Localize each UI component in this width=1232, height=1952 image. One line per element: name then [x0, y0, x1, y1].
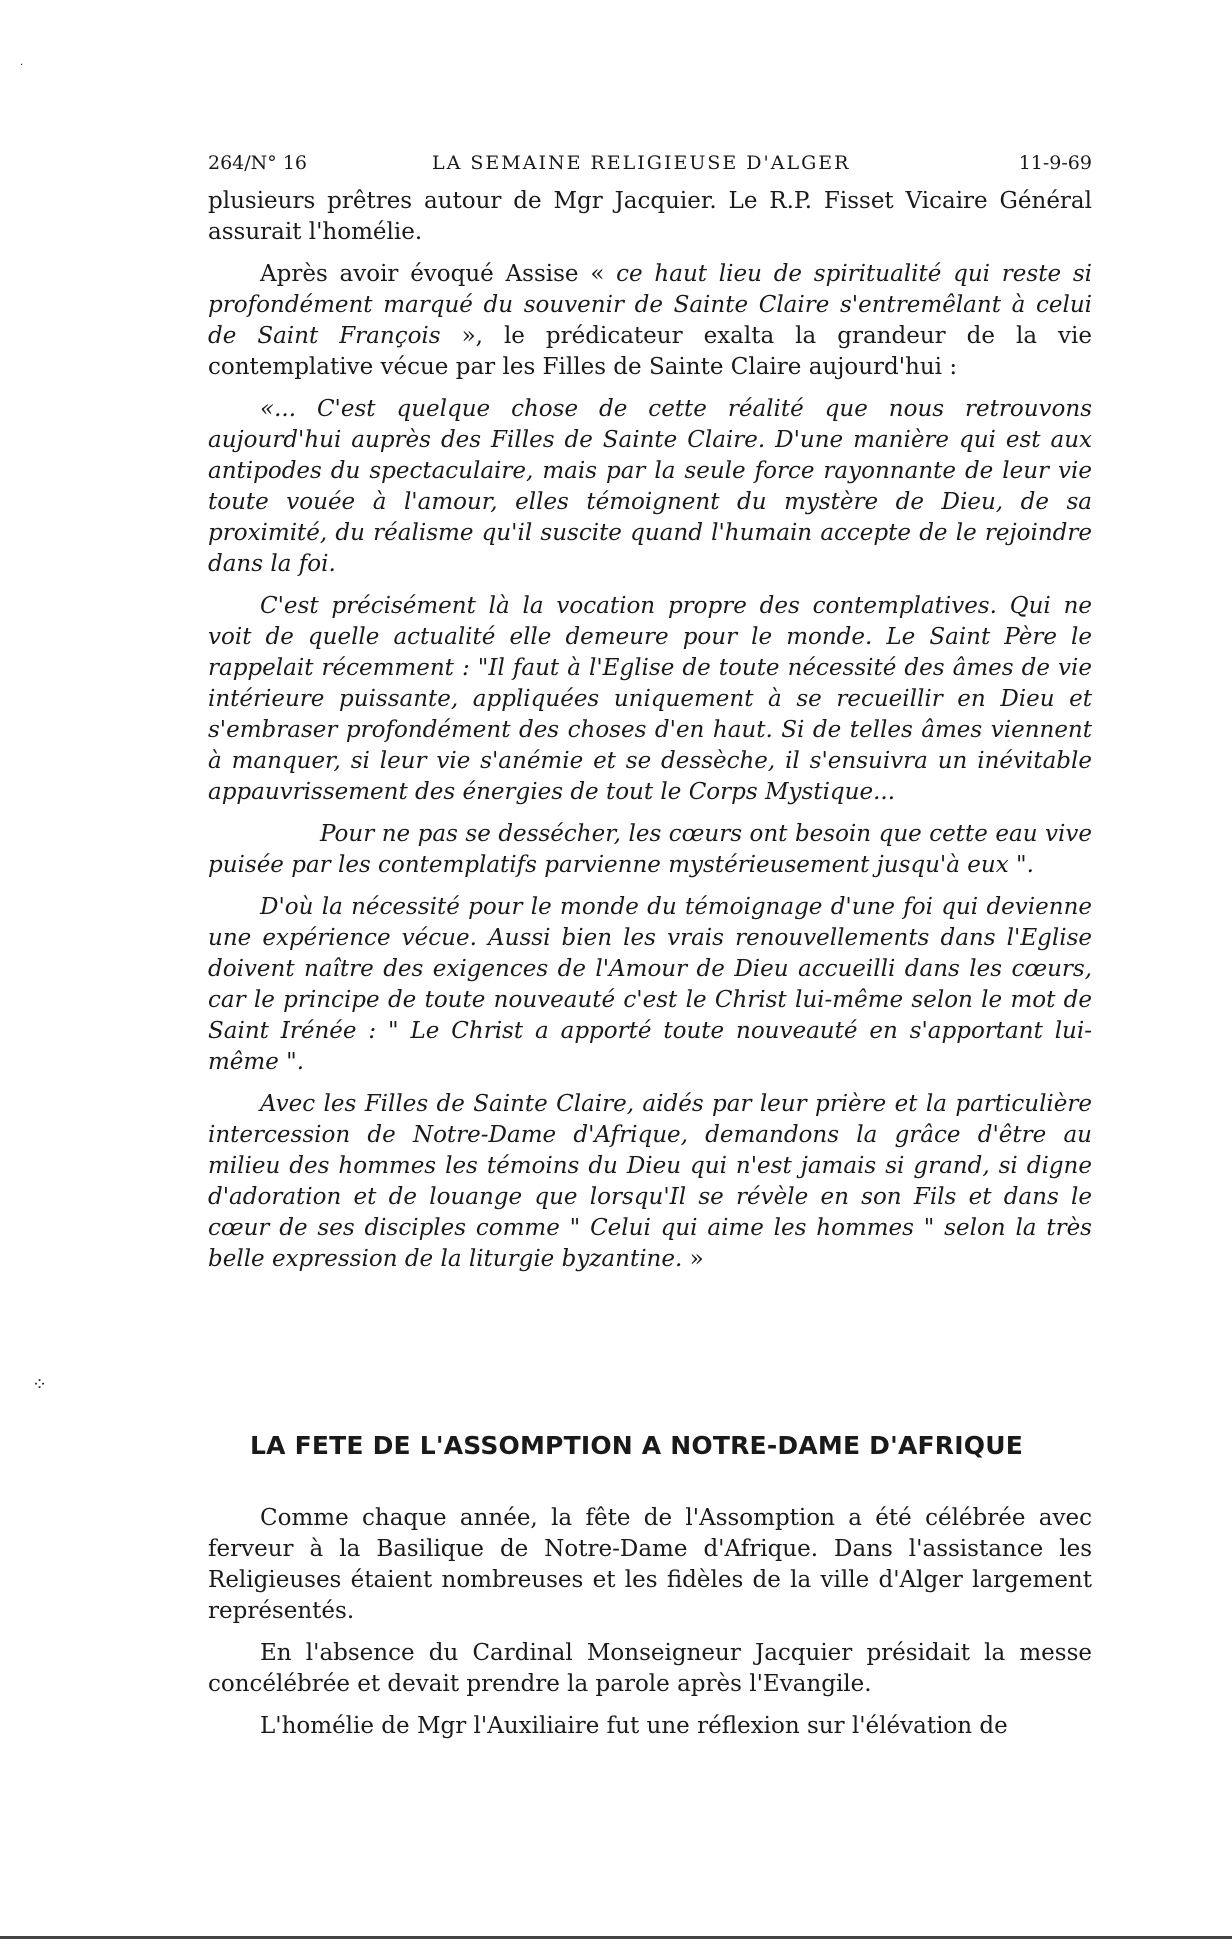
prayer-close: » [682, 1246, 704, 1272]
prayer-text: Avec les Filles de Sainte Claire, aidés par leur prière et la particulière intercession de Notre-Dame d'Afrique, demandons la grâce d'être au milieu des hommes les témoins du Dieu qui n'est jamais si grand, si digne d'adoration et de louange que lorsqu'Il se révèle en son Fils et dans le cœur de ses disciples comme " Celui qui aime les hommes " selon la très belle expression de la liturgie byzantine. [208, 1091, 1092, 1272]
journal-title: LA SEMAINE RELIGIEUSE D'ALGER [432, 152, 851, 174]
paragraph-homily: L'homélie de Mgr l'Auxiliaire fut une réflexion sur l'élévation de [260, 1713, 1008, 1739]
paragraph-quote-witness: D'où la nécessité pour le monde du témoignage d'une foi qui devienne une expérience vécue. Aussi bien les vrais renouvellements dans l'Eglise doivent naître des exigences de l'Amour de Dieu accueilli dans les cœurs, car le principe de toute nouveauté c'est le Christ lui-même selon le mot de Saint Irénée : " Le Christ a apporté toute nouveauté en s'apportant lui-même ". [208, 894, 1092, 1075]
article-assumption [208, 1503, 1092, 1753]
paragraph-quote-prayer [208, 1089, 1092, 1275]
assise-intro: Après avoir évoqué Assise « [260, 261, 617, 287]
assise-quote: ce haut lieu de spiritualité qui reste si profondément marqué du souvenir de Sainte Claire s'entremêlant à celui de Saint François [208, 261, 1093, 349]
issue-date: 11-9-69 [1018, 152, 1092, 174]
section-heading: LA FETE DE L'ASSOMPTION A NOTRE-DAME D'AFRIQUE [250, 1431, 1023, 1460]
page-bottom-edge [0, 1936, 1232, 1939]
article-homily [208, 186, 1092, 1286]
paragraph-quote-living-water: Pour ne pas se dessécher, les cœurs ont besoin que cette eau vive puisée par les contemplatifs parvienne mystérieusement jusqu'à eux ". [208, 821, 1092, 878]
paragraph-quote-reality: «... C'est quelque chose de cette réalité que nous retrouvons aujourd'hui auprès des Filles de Sainte Claire. D'une manière qui est aux antipodes du spectaculaire, mais par la seule force rayonnante de leur vie toute vouée à l'amour, elles témoignent du mystère de Dieu, de sa proximité, du réalisme qu'il suscite quand l'humain accepte de le rejoindre dans la foi. [208, 396, 1092, 577]
page-number: 264/N° 16 [208, 152, 308, 174]
page-header [208, 152, 1092, 182]
paragraph-feast: Comme chaque année, la fête de l'Assomption a été célébrée avec ferveur à la Basilique de Notre-Dame d'Afrique. Dans l'assistance les Religieuses étaient nombreuses et les fidèles de la ville d'Alger largement représentés. [208, 1505, 1092, 1624]
assise-rest: », le prédicateur exalta la grandeur de la vie contemplative vécue par les Filles de Sainte Claire aujourd'hui : [208, 323, 1092, 380]
scan-speck: · [20, 60, 24, 71]
scan-speck: ⁘ [32, 1374, 48, 1395]
paragraph-assise [208, 259, 1092, 383]
paragraph-continuation: plusieurs prêtres autour de Mgr Jacquier. Le R.P. Fisset Vicaire Général assurait l'homélie. [208, 188, 1092, 245]
paragraph-quote-vocation: C'est précisément là la vocation propre des contemplatives. Qui ne voit de quelle actualité elle demeure pour le monde. Le Saint Père le rappelait récemment : "Il faut à l'Eglise de toute nécessité des âmes de vie intérieure puissante, appliquées uniquement à se recueillir en Dieu et s'embraser profondément des choses d'en haut. Si de telles âmes viennent à manquer, si leur vie s'anémie et se dessèche, il s'ensuivra un inévitable appauvrissement des énergies de tout le Corps Mystique... [208, 593, 1092, 805]
paragraph-absence: En l'absence du Cardinal Monseigneur Jacquier présidait la messe concélébrée et devait prendre la parole après l'Evangile. [208, 1640, 1092, 1697]
